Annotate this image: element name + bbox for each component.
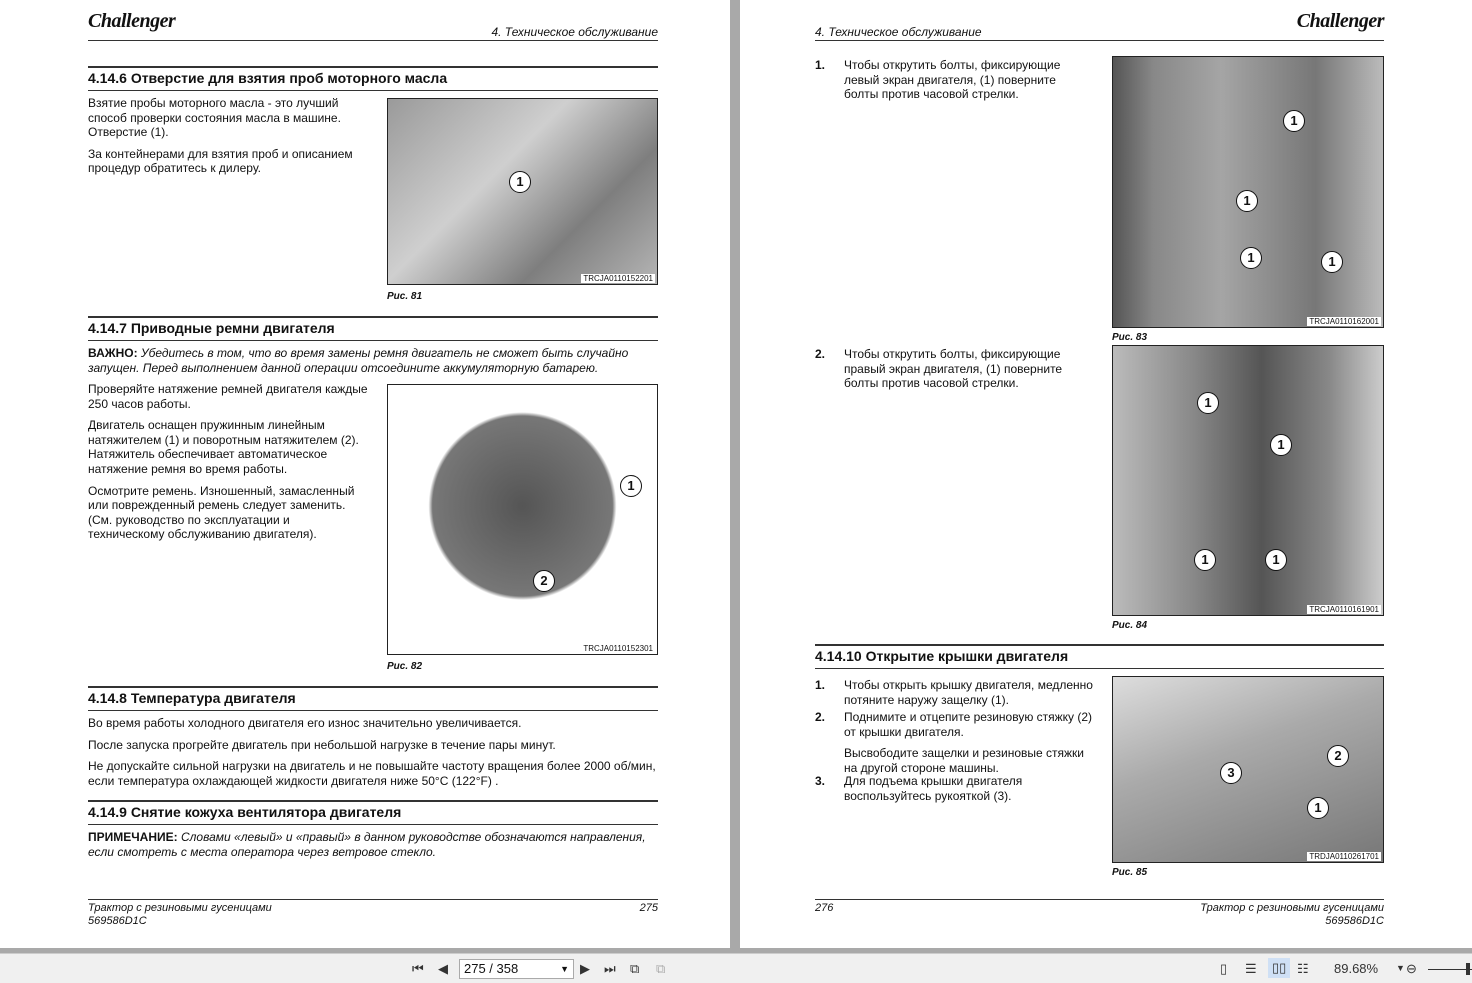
note-text: Словами «левый» и «правый» в данном руководстве обозначаются направления, если смотреть с места оператора через ветровое стекло.: [88, 830, 646, 859]
callout: 1: [620, 475, 642, 497]
figure-code: TRCJA0110152301: [583, 644, 653, 653]
page-number: 275: [639, 902, 658, 914]
step-text: Поднимите и отцепите резиновую стяжку (2) от крышки двигателя.: [844, 710, 1093, 739]
paragraph: Двигатель оснащен пружинным линейным натяжителем (1) и поворотным натяжителем (2). Натяжитель обеспечивает автоматическое натяжение ремня во время работы.: [88, 418, 359, 476]
step-text: Чтобы открутить болты, фиксирующие левый экран двигателя, (1) поверните болты против часовой стрелки.: [844, 58, 1061, 102]
step-number: 2.: [815, 347, 826, 361]
figure-84: [1112, 345, 1384, 616]
callout: 3: [1220, 762, 1242, 784]
paragraph: Осмотрите ремень. Изношенный, замасленный или поврежденный ремень следует заменить. (См. руководство по эксплуатации и техническому обслуживанию двигателя).: [88, 483, 355, 542]
two-page-continuous-icon[interactable]: ☷: [1297, 961, 1309, 976]
callout: 1: [509, 171, 531, 193]
step-text: Высвободите защелки и резиновые стяжки на другой стороне машины.: [844, 746, 1084, 775]
running-header: 4. Техническое обслуживание: [815, 25, 982, 39]
callout: 1: [1194, 549, 1216, 571]
zoom-dropdown-icon[interactable]: ▼: [1396, 963, 1405, 973]
page-number-input[interactable]: [459, 959, 574, 979]
figure-caption: Рис. 82: [387, 661, 423, 672]
running-header: 4. Техническое обслуживание: [491, 25, 658, 39]
challenger-logo: Challenger: [88, 10, 176, 32]
callout: 1: [1307, 797, 1329, 819]
zoom-slider-handle[interactable]: [1466, 963, 1470, 975]
figure-82: [387, 384, 658, 655]
chevron-down-icon[interactable]: ▼: [560, 964, 569, 974]
figure-83: [1112, 56, 1384, 328]
step-text: Для подъема крышки двигателя воспользуйтесь рукояткой (3).: [844, 774, 1023, 803]
footer-title: Трактор с резиновыми гусеницами: [1200, 902, 1384, 914]
challenger-logo: Challenger: [1296, 10, 1384, 32]
page-value: 275 / 358: [464, 961, 519, 976]
section-title: 4.14.7 Приводные ремни двигателя: [88, 320, 335, 336]
figure-caption: Рис. 85: [1112, 867, 1148, 878]
figure-caption: Рис. 83: [1112, 332, 1148, 343]
paragraph: Во время работы холодного двигателя его износ значительно увеличивается.: [88, 716, 522, 730]
callout: 2: [1327, 745, 1349, 767]
figure-caption: Рис. 84: [1112, 620, 1148, 631]
step-number: 1.: [815, 678, 826, 692]
callout: 1: [1283, 110, 1305, 132]
callout: 1: [1236, 190, 1258, 212]
footer-title: Трактор с резиновыми гусеницами: [88, 902, 272, 914]
step-number: 3.: [815, 774, 826, 788]
viewer-toolbar: [0, 953, 1472, 983]
next-page-icon[interactable]: ▶: [580, 961, 590, 976]
callout: 1: [1270, 434, 1292, 456]
zoom-value[interactable]: 89.68%: [1334, 961, 1379, 976]
figure-caption: Рис. 81: [387, 291, 423, 302]
step-number: 2.: [815, 710, 826, 724]
callout: 1: [1197, 392, 1219, 414]
figure-code: TRCJA0110162001: [1309, 317, 1379, 326]
section-title: 4.14.10 Открытие крышки двигателя: [815, 648, 1069, 664]
zoom-out-icon[interactable]: ⊖: [1406, 961, 1417, 976]
last-page-icon[interactable]: ⏭: [604, 961, 616, 976]
previous-page-icon[interactable]: ◀: [438, 961, 448, 976]
continuous-view-icon[interactable]: ☰: [1245, 961, 1257, 976]
right-page: [740, 0, 1472, 948]
figure-code: TRCJA0110161901: [1309, 605, 1379, 614]
callout: 1: [1265, 549, 1287, 571]
single-page-view-icon[interactable]: ▯: [1220, 961, 1228, 976]
important-text: Убедитесь в том, что во время замены ремня двигатель не сможет быть случайно запущен. Перед выполнением данной операции отсоедините аккумуляторную батарею.: [88, 346, 629, 375]
section-title: 4.14.8 Температура двигателя: [88, 690, 296, 706]
step-text: Чтобы открыть крышку двигателя, медленно потяните наружу защелку (1).: [844, 678, 1093, 707]
paragraph: За контейнерами для взятия проб и описанием процедур обратитесь к дилеру.: [88, 146, 353, 176]
callout: 1: [1240, 247, 1262, 269]
left-page: [0, 0, 730, 948]
note-label: ПРИМЕЧАНИЕ:: [88, 830, 178, 844]
section-title: 4.14.9 Снятие кожуха вентилятора двигателя: [88, 804, 402, 820]
paragraph: Проверяйте натяжение ремней двигателя каждые 250 часов работы.: [88, 382, 368, 411]
important-label: ВАЖНО:: [88, 346, 138, 360]
two-page-view-icon[interactable]: ▯▯: [1268, 958, 1290, 978]
footer-doc-number: 569586D1C: [88, 915, 147, 927]
section-title: 4.14.6 Отверстие для взятия проб моторного масла: [88, 70, 448, 86]
paragraph: После запуска прогрейте двигатель при небольшой нагрузке в течение пары минут.: [88, 737, 556, 752]
go-back-view-icon[interactable]: ⧉: [630, 961, 640, 976]
figure-code: TRCJA0110152201: [583, 274, 653, 283]
callout: 1: [1321, 251, 1343, 273]
paragraph: Взятие пробы моторного масла - это лучший способ проверки состояния масла в машине. Отверстие (1).: [88, 96, 341, 140]
figure-code: TRDJA0110261701: [1309, 852, 1379, 861]
paragraph: Не допускайте сильной нагрузки на двигатель и не повышайте частоту вращения более 2000 об/мин, если температура охлаждающей жидкости двигателя ниже 50°C (122°F) .: [88, 759, 656, 788]
figure-85: [1112, 676, 1384, 863]
first-page-icon[interactable]: ⏮: [412, 961, 424, 976]
step-text: Чтобы открутить болты, фиксирующие правый экран двигателя, (1) поверните болты против часовой стрелки.: [844, 347, 1063, 391]
step-number: 1.: [815, 58, 826, 72]
go-forward-view-icon[interactable]: ⧉: [656, 961, 666, 976]
figure-81: [387, 98, 658, 285]
callout: 2: [533, 570, 555, 592]
footer-doc-number: 569586D1C: [1325, 915, 1384, 927]
page-number: 276: [815, 902, 834, 914]
